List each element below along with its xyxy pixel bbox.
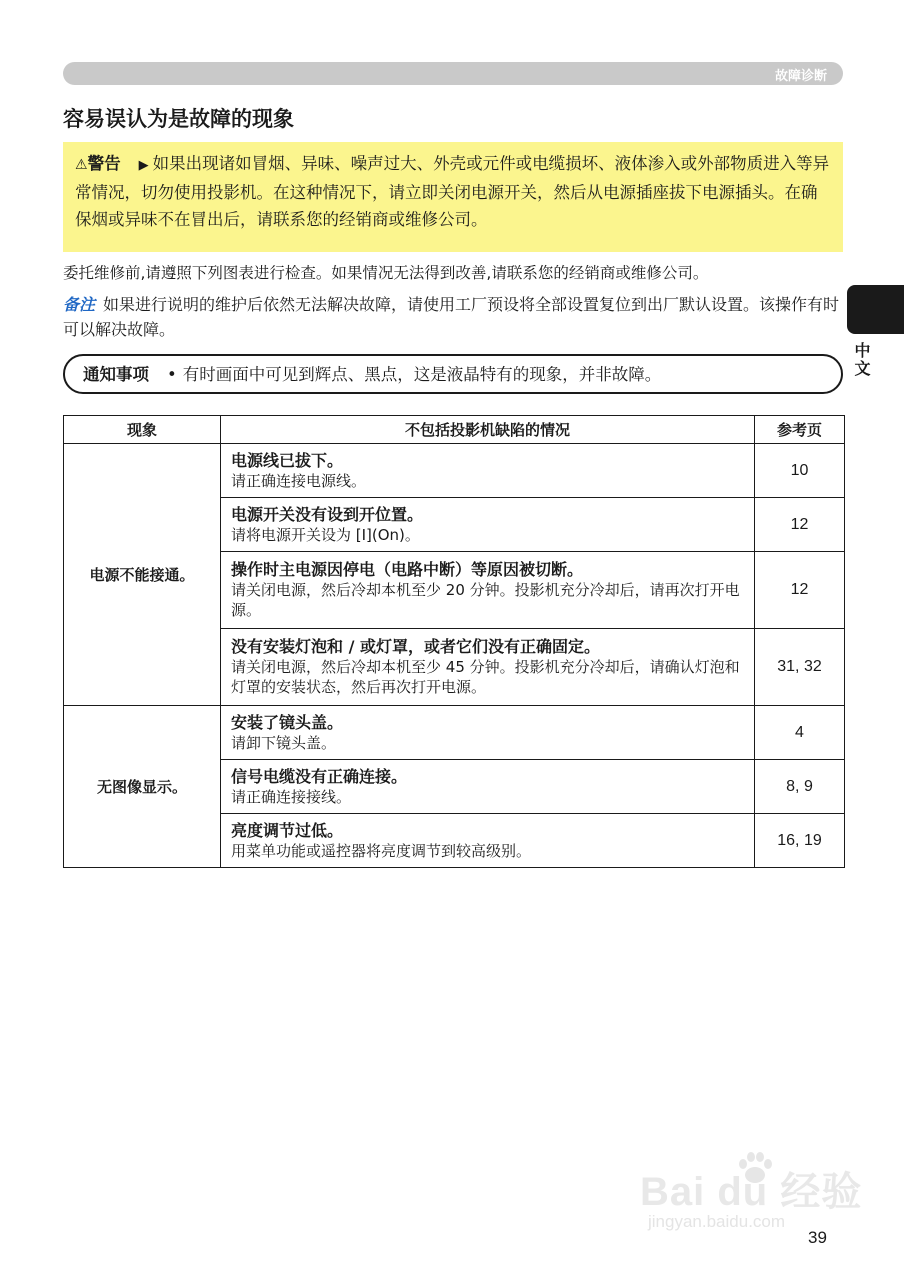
reference-page: 4 bbox=[755, 706, 845, 760]
condition-desc: 请将电源开关设为 [I](On)。 bbox=[231, 525, 420, 544]
symptom-cell: 无图像显示。 bbox=[64, 706, 221, 868]
condition-title: 安装了镜头盖。 bbox=[231, 712, 344, 732]
table-row bbox=[64, 706, 845, 760]
condition-cell bbox=[221, 629, 755, 706]
language-tab bbox=[847, 285, 904, 334]
condition-title: 电源开关没有设到开位置。 bbox=[231, 504, 424, 524]
condition-title: 操作时主电源因停电（电路中断）等原因被切断。 bbox=[231, 560, 584, 579]
condition-cell bbox=[221, 706, 755, 760]
condition-desc: 请正确连接电源线。 bbox=[231, 471, 367, 490]
warning-triangle-icon: ⚠ bbox=[75, 157, 88, 173]
condition-desc: 请卸下镜头盖。 bbox=[231, 733, 337, 752]
warning-box bbox=[63, 142, 843, 252]
condition-desc: 用菜单功能或遥控器将亮度调节到较高级别。 bbox=[231, 841, 532, 860]
condition-cell bbox=[221, 552, 755, 629]
note-text: 如果进行说明的维护后依然无法解决故障，请使用工厂预设将全部设置复位到出厂默认设置。该操作有时可以解决故障。 bbox=[63, 295, 840, 339]
watermark-logo: Bai du 经验 bbox=[640, 1170, 863, 1214]
condition-title: 电源线已拔下。 bbox=[231, 450, 344, 470]
condition-desc: 请关闭电源，然后冷却本机至少 20 分钟。投影机充分冷却后，请再次打开电源。 bbox=[231, 581, 740, 619]
notice-box bbox=[63, 354, 843, 394]
reference-page: 10 bbox=[755, 444, 845, 498]
condition-desc: 请关闭电源，然后冷却本机至少 45 分钟。投影机充分冷却后，请确认灯泡和灯罩的安装状态，然后再次打开电源。 bbox=[231, 658, 740, 696]
symptom-cell: 电源不能接通。 bbox=[64, 444, 221, 706]
note-label: 备注 bbox=[63, 295, 96, 314]
section-header-bar bbox=[63, 62, 843, 85]
reference-page: 31, 32 bbox=[755, 629, 845, 706]
watermark-url: jingyan.baidu.com bbox=[648, 1212, 786, 1231]
section-title: 故障诊断 bbox=[774, 69, 827, 84]
right-triangle-icon: ▶ bbox=[138, 158, 149, 173]
intro-text: 委托维修前,请遵照下列图表进行检查。如果情况无法得到改善,请联系您的经销商或维修公司。 bbox=[63, 264, 709, 282]
page-number: 39 bbox=[808, 1228, 827, 1247]
troubleshooting-table bbox=[63, 415, 845, 868]
condition-title: 没有安装灯泡和 / 或灯罩，或者它们没有正确固定。 bbox=[231, 637, 600, 656]
warning-label: 警告 bbox=[87, 154, 121, 173]
page-title: 容易误认为是故障的现象 bbox=[63, 107, 294, 131]
watermark bbox=[640, 1150, 863, 1240]
reference-page: 12 bbox=[755, 552, 845, 629]
condition-title: 亮度调节过低。 bbox=[231, 820, 344, 840]
table-row bbox=[64, 444, 845, 498]
condition-desc: 请正确连接接线。 bbox=[231, 787, 352, 806]
condition-cell bbox=[221, 760, 755, 814]
condition-cell bbox=[221, 444, 755, 498]
condition-cell bbox=[221, 814, 755, 868]
warning-text: 如果出现诸如冒烟、异味、噪声过大、外壳或元件或电缆损坏、液体渗入或外部物质进入等异常情况，切勿使用投影机。在这种情况下，请立即关闭电源开关，然后从电源插座拔下电源插头。在确保烟或异味不在冒出后，请联系您的经销商或维修公司。 bbox=[75, 154, 830, 229]
note-paragraph bbox=[63, 292, 843, 342]
header-reference: 参考页 bbox=[755, 416, 845, 444]
reference-page: 12 bbox=[755, 498, 845, 552]
header-symptom: 现象 bbox=[64, 416, 221, 444]
notice-bullet: • bbox=[167, 365, 177, 384]
condition-title: 信号电缆没有正确连接。 bbox=[231, 766, 408, 786]
reference-page: 16, 19 bbox=[755, 814, 845, 868]
table-header-row bbox=[64, 416, 845, 444]
language-label: 中文 bbox=[852, 342, 871, 378]
notice-text: 有时画面中可见到辉点、黑点，这是液晶特有的现象，并非故障。 bbox=[182, 365, 662, 384]
reference-page: 8, 9 bbox=[755, 760, 845, 814]
header-condition: 不包括投影机缺陷的情况 bbox=[221, 416, 755, 444]
condition-cell bbox=[221, 498, 755, 552]
notice-label: 通知事项 bbox=[83, 365, 149, 384]
